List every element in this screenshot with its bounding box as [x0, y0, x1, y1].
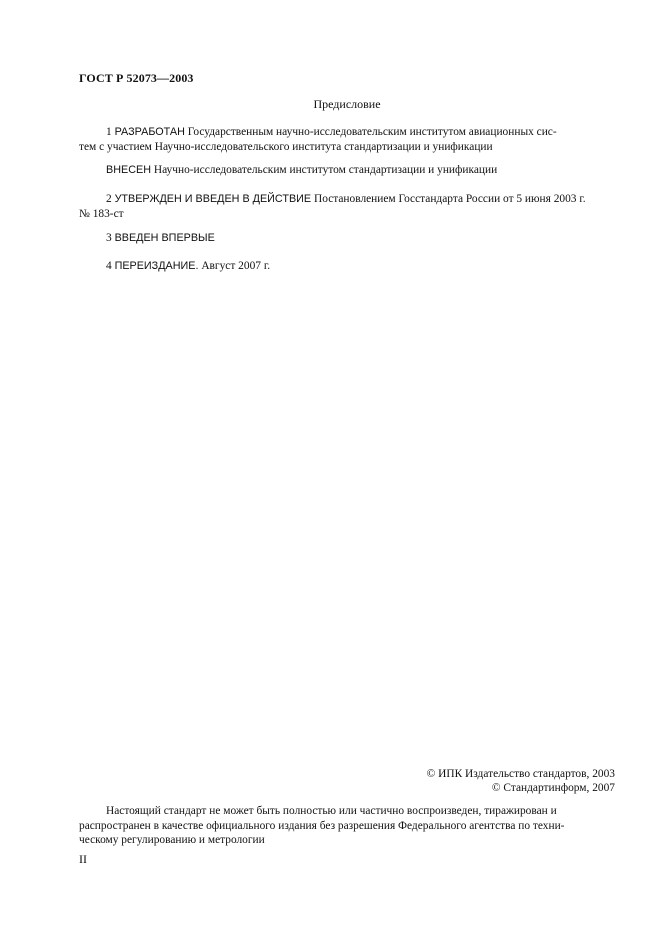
item-submitted-key: ВНЕСЕН	[106, 164, 151, 176]
item-2-first-line	[79, 192, 615, 207]
reproduction-notice-line-2: распространен в качестве официального издания без разрешения Федерального агентства по техни-	[79, 819, 565, 832]
reproduction-notice-line-3: ческому регулированию и метрологии	[79, 834, 265, 847]
item-2-paragraph	[79, 192, 615, 221]
reproduction-notice-line-1: Настоящий стандарт не может быть полностью или частично воспроизведен, тиражирован и	[106, 805, 557, 817]
item-2-text-line1: Постановлением Госстандарта России от 5 июня 2003 г.	[311, 193, 586, 205]
item-submitted-line	[79, 163, 615, 178]
item-1-number: 1	[106, 126, 112, 138]
document-code-header: ГОСТ Р 52073—2003	[79, 71, 194, 85]
item-submitted-paragraph	[79, 163, 615, 178]
section-title: Предисловие	[313, 97, 381, 111]
item-4-text: Август 2007 г.	[198, 260, 271, 272]
item-4-paragraph	[79, 259, 615, 274]
item-1-key: РАЗРАБОТАН	[114, 126, 185, 138]
item-4-key: ПЕРЕИЗДАНИЕ.	[114, 260, 199, 272]
item-4-number: 4	[106, 260, 112, 272]
item-3-key: ВВЕДЕН ВПЕРВЫЕ	[114, 232, 215, 244]
copyright-block	[427, 768, 615, 795]
item-1-first-line	[79, 125, 615, 140]
item-1-text-line1: Государственным научно-исследовательским институтом авиационных сис-	[184, 126, 557, 138]
item-3-paragraph	[79, 231, 615, 246]
item-3-line	[79, 231, 615, 246]
item-1-text-line2: тем с участием Научно-исследовательского института стандартизации и унификации	[79, 140, 493, 153]
item-submitted-text: Научно-исследовательским институтом стандартизации и унификации	[151, 164, 498, 176]
item-2-text-line2: № 183-ст	[79, 207, 124, 220]
item-3-number: 3	[106, 232, 112, 244]
copyright-line-1: © ИПК Издательство стандартов, 2003	[426, 768, 615, 780]
item-2-key: УТВЕРЖДЕН И ВВЕДЕН В ДЕЙСТВИЕ	[114, 193, 312, 205]
page-number: II	[79, 852, 87, 866]
item-1-paragraph	[79, 125, 615, 154]
reproduction-notice	[79, 804, 615, 848]
item-4-line	[79, 259, 615, 274]
item-2-number: 2	[106, 193, 112, 205]
copyright-line-2: © Стандартинформ, 2007	[491, 781, 615, 794]
